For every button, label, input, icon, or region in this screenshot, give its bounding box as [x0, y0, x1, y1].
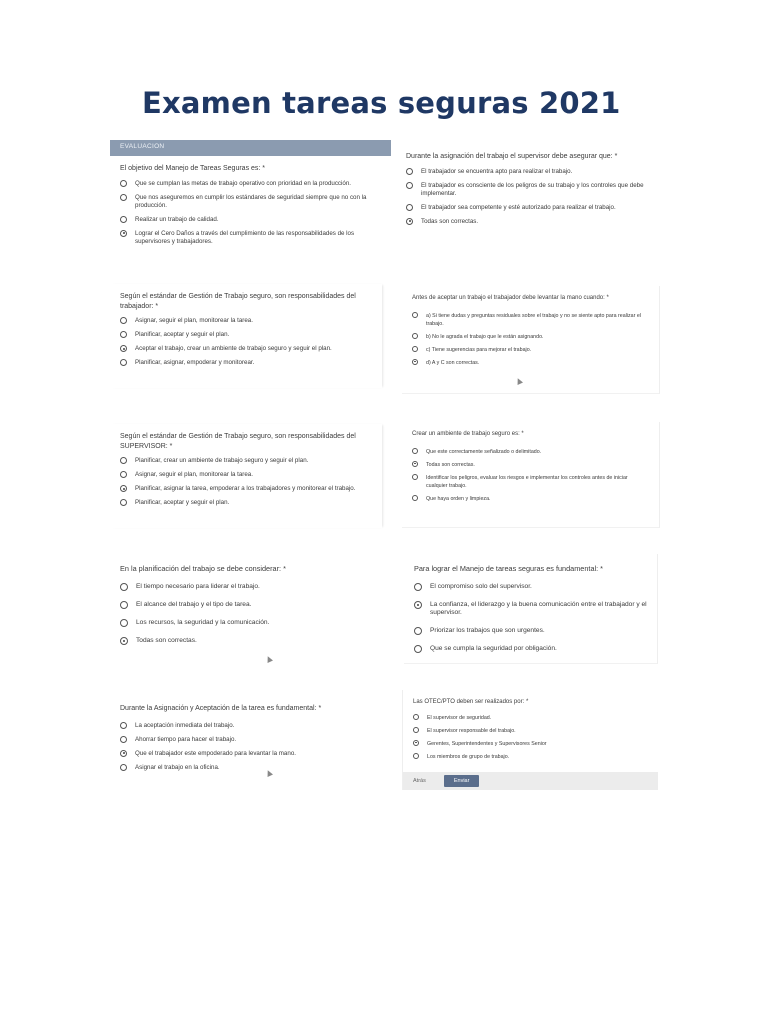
question-text: El objetivo del Manejo de Tareas Seguras es: *	[120, 165, 266, 172]
option-label: Que se cumpla la seguridad por obligación.	[430, 645, 557, 652]
option-label: d) A y C son correctas.	[426, 359, 480, 366]
answer-option[interactable]	[120, 216, 381, 224]
option-label: Identificar los peligros, evaluar los riesgos e implementar los controles antes de iniciar cualquier trabajo.	[426, 474, 628, 489]
question-text: Para lograr el Manejo de tareas seguras es fundamental: *	[414, 564, 604, 573]
form-footer	[403, 772, 658, 790]
radio-button-selected[interactable]	[120, 750, 127, 757]
answer-option[interactable]	[120, 345, 372, 353]
option-label: Planificar, asignar, empoderar y monitorear.	[135, 359, 255, 366]
radio-button-selected[interactable]	[120, 485, 127, 492]
answer-option[interactable]	[412, 474, 649, 490]
option-label: El supervisor de seguridad.	[427, 714, 492, 721]
option-label: El alcance del trabajo y el tipo de tarea.	[136, 601, 252, 608]
answer-option[interactable]	[412, 346, 649, 354]
submit-button[interactable]: Enviar	[444, 775, 480, 787]
radio-button-selected[interactable]	[413, 740, 419, 746]
document-title: Examen tareas seguras 2021	[142, 86, 621, 120]
option-label: La confianza, el liderazgo y la buena comunicación entre el trabajador y el supervisor.	[430, 601, 647, 616]
option-label: Que este correctamente señalizado o delimitado.	[426, 448, 542, 455]
option-label: Asignar, seguir el plan, monitorear la tarea.	[135, 471, 253, 478]
question-text: Durante la asignación del trabajo el supervisor debe asegurar que: *	[406, 153, 618, 160]
option-label: Ahorrar tiempo para hacer el trabajo.	[135, 735, 237, 743]
radio-button[interactable]	[413, 714, 419, 720]
radio-button[interactable]	[406, 168, 413, 175]
answer-option[interactable]	[406, 218, 648, 226]
option-label: Planificar, asignar la tarea, empoderar a los trabajadores y monitorear el trabajo.	[135, 485, 356, 492]
option-label: Aceptar el trabajo, crear un ambiente de trabajo seguro y seguir el plan.	[135, 345, 332, 352]
answer-option[interactable]	[412, 461, 649, 469]
option-label: Todas son correctas.	[426, 461, 475, 468]
radio-button[interactable]	[120, 736, 127, 743]
back-button[interactable]: Atrás	[413, 778, 426, 784]
radio-button[interactable]	[414, 645, 422, 653]
mouse-cursor-icon	[265, 655, 273, 663]
radio-button[interactable]	[412, 448, 418, 454]
question-card-9	[110, 696, 388, 786]
radio-button[interactable]	[412, 312, 418, 318]
answer-option[interactable]	[120, 499, 372, 507]
answer-option[interactable]	[120, 457, 372, 465]
radio-button[interactable]	[120, 471, 127, 478]
radio-button-selected[interactable]	[412, 461, 418, 467]
option-label: El supervisor responsable del trabajo.	[427, 727, 516, 734]
question-text: Antes de aceptar un trabajo el trabajador debe levantar la mano cuando: *	[412, 295, 609, 301]
answer-option[interactable]	[120, 359, 372, 367]
radio-button[interactable]	[412, 346, 418, 352]
radio-button-selected[interactable]	[120, 230, 127, 237]
question-text: Crear un ambiente de trabajo seguro es: *	[412, 431, 524, 437]
answer-option[interactable]	[414, 645, 647, 653]
radio-button[interactable]	[120, 601, 128, 609]
option-label: Planificar, crear un ambiente de trabajo seguro y seguir el plan.	[135, 457, 309, 464]
option-label: Que se cumplan las metas de trabajo operativo con prioridad en la producción.	[135, 179, 352, 187]
answer-option[interactable]	[120, 722, 378, 730]
option-label: c) Tiene sugerencias para mejorar el trabajo.	[426, 346, 532, 353]
answer-option[interactable]	[120, 471, 372, 479]
radio-button-selected[interactable]	[120, 345, 127, 352]
answer-option[interactable]	[120, 485, 372, 493]
answer-option[interactable]	[120, 180, 381, 188]
option-label: Gerentes, Superintendentes y Supervisores Senior	[427, 740, 547, 747]
radio-button[interactable]	[120, 180, 127, 187]
radio-button[interactable]	[120, 764, 127, 771]
option-label: Los miembros de grupo de trabajo.	[427, 753, 510, 760]
question-card-8	[404, 554, 658, 664]
question-card-6	[402, 422, 660, 528]
evaluation-header: EVALUACION	[110, 140, 391, 156]
radio-button[interactable]	[413, 727, 419, 733]
answer-option[interactable]	[120, 619, 376, 627]
radio-button[interactable]	[412, 333, 418, 339]
question-card-7	[110, 556, 386, 668]
radio-button[interactable]	[120, 194, 127, 201]
radio-button[interactable]	[120, 583, 128, 591]
question-text: Las OTEC/PTO deben ser realizados por: *	[413, 699, 529, 705]
answer-option[interactable]	[414, 627, 647, 635]
question-text: Según el estándar de Gestión de Trabajo seguro, son responsabilidades del SUPERVISOR: *	[120, 433, 356, 450]
option-label: Los recursos, la seguridad y la comunicación.	[136, 619, 270, 626]
answer-option[interactable]	[120, 317, 372, 325]
question-text: Según el estándar de Gestión de Trabajo seguro, son responsabilidades del trabajador: *	[120, 293, 356, 310]
answer-option[interactable]	[120, 331, 372, 339]
answer-option[interactable]	[120, 750, 378, 758]
radio-button[interactable]	[120, 359, 127, 366]
answer-option[interactable]	[120, 764, 378, 772]
radio-button[interactable]	[120, 722, 127, 729]
answer-option[interactable]	[412, 495, 649, 503]
option-label: Lograr el Cero Daños a través del cumplimiento de las responsabilidades de los supervisores y trabajadores.	[135, 229, 355, 245]
question-text: Durante la Asignación y Aceptación de la tarea es fundamental: *	[120, 705, 322, 712]
radio-button[interactable]	[406, 204, 413, 211]
answer-option[interactable]	[120, 736, 378, 744]
radio-button[interactable]	[120, 619, 128, 627]
radio-button-selected[interactable]	[412, 359, 418, 365]
radio-button[interactable]	[412, 495, 418, 501]
option-label: Realizar un trabajo de calidad.	[135, 215, 219, 223]
question-text: En la planificación del trabajo se debe considerar: *	[120, 564, 286, 573]
option-label: El trabajador sea competente y esté autorizado para realizar el trabajo.	[421, 203, 616, 211]
option-label: El compromiso solo del supervisor.	[430, 583, 532, 590]
option-label: Que haya orden y limpieza.	[426, 495, 491, 502]
answer-option[interactable]	[412, 333, 649, 341]
answer-option[interactable]	[120, 583, 376, 591]
radio-button[interactable]	[414, 627, 422, 635]
option-label: El trabajador se encuentra apto para realizar el trabajo.	[421, 167, 573, 175]
answer-option[interactable]	[406, 204, 648, 212]
option-label: Todas son correctas.	[136, 637, 197, 644]
question-card-2	[396, 144, 658, 258]
answer-option[interactable]	[413, 714, 648, 722]
radio-button[interactable]	[120, 216, 127, 223]
option-label: Que el trabajador este empoderado para levantar la mano.	[135, 749, 296, 757]
answer-option[interactable]	[120, 601, 376, 609]
radio-button[interactable]	[412, 474, 418, 480]
radio-button[interactable]	[414, 583, 422, 591]
option-label: a) Si tiene dudas y preguntas residuales sobre el trabajo y no se siente apto para realizar el trabajo.	[426, 312, 641, 327]
question-card-10	[402, 690, 658, 790]
option-label: Asignar el trabajo en la oficina.	[135, 763, 220, 771]
answer-option[interactable]	[412, 312, 649, 328]
option-label: Planificar, aceptar y seguir el plan.	[135, 331, 230, 338]
option-label: Que nos aseguremos en cumplir los estándares de seguridad siempre que no con la producción.	[135, 193, 367, 209]
answer-option[interactable]	[413, 753, 648, 761]
option-label: Planificar, aceptar y seguir el plan.	[135, 499, 230, 506]
radio-button[interactable]	[120, 331, 127, 338]
answer-option[interactable]	[414, 583, 647, 591]
option-label: b) No le agrada el trabajo que le están asignando.	[426, 333, 544, 340]
question-card-4	[402, 286, 660, 394]
answer-option[interactable]	[412, 448, 649, 456]
mouse-cursor-icon	[515, 377, 523, 385]
radio-button-selected[interactable]	[406, 218, 413, 225]
answer-option[interactable]	[412, 359, 649, 367]
radio-button-selected[interactable]	[414, 601, 422, 609]
option-label: El tiempo necesario para liderar el trabajo.	[136, 583, 260, 590]
answer-option[interactable]	[413, 740, 648, 748]
answer-option[interactable]	[120, 637, 376, 645]
option-label: El trabajador es consciente de los peligros de su trabajo y los controles que debe implementar.	[421, 181, 644, 197]
answer-option[interactable]	[406, 182, 648, 198]
radio-button[interactable]	[120, 317, 127, 324]
answer-option[interactable]	[120, 230, 381, 246]
question-card-5	[110, 424, 382, 528]
answer-option[interactable]	[120, 194, 381, 210]
radio-button[interactable]	[120, 499, 127, 506]
option-label: Asignar, seguir el plan, monitorear la tarea.	[135, 317, 253, 324]
radio-button-selected[interactable]	[120, 637, 128, 645]
answer-option[interactable]	[414, 601, 647, 617]
radio-button[interactable]	[413, 753, 419, 759]
question-card-1	[110, 140, 391, 257]
radio-button[interactable]	[406, 182, 413, 189]
question-card-3	[110, 284, 382, 388]
option-label: Todas son correctas.	[421, 217, 479, 225]
option-label: Priorizar los trabajos que son urgentes.	[430, 627, 545, 634]
option-label: La aceptación inmediata del trabajo.	[135, 721, 235, 729]
radio-button[interactable]	[120, 457, 127, 464]
answer-option[interactable]	[413, 727, 648, 735]
answer-option[interactable]	[406, 168, 648, 176]
